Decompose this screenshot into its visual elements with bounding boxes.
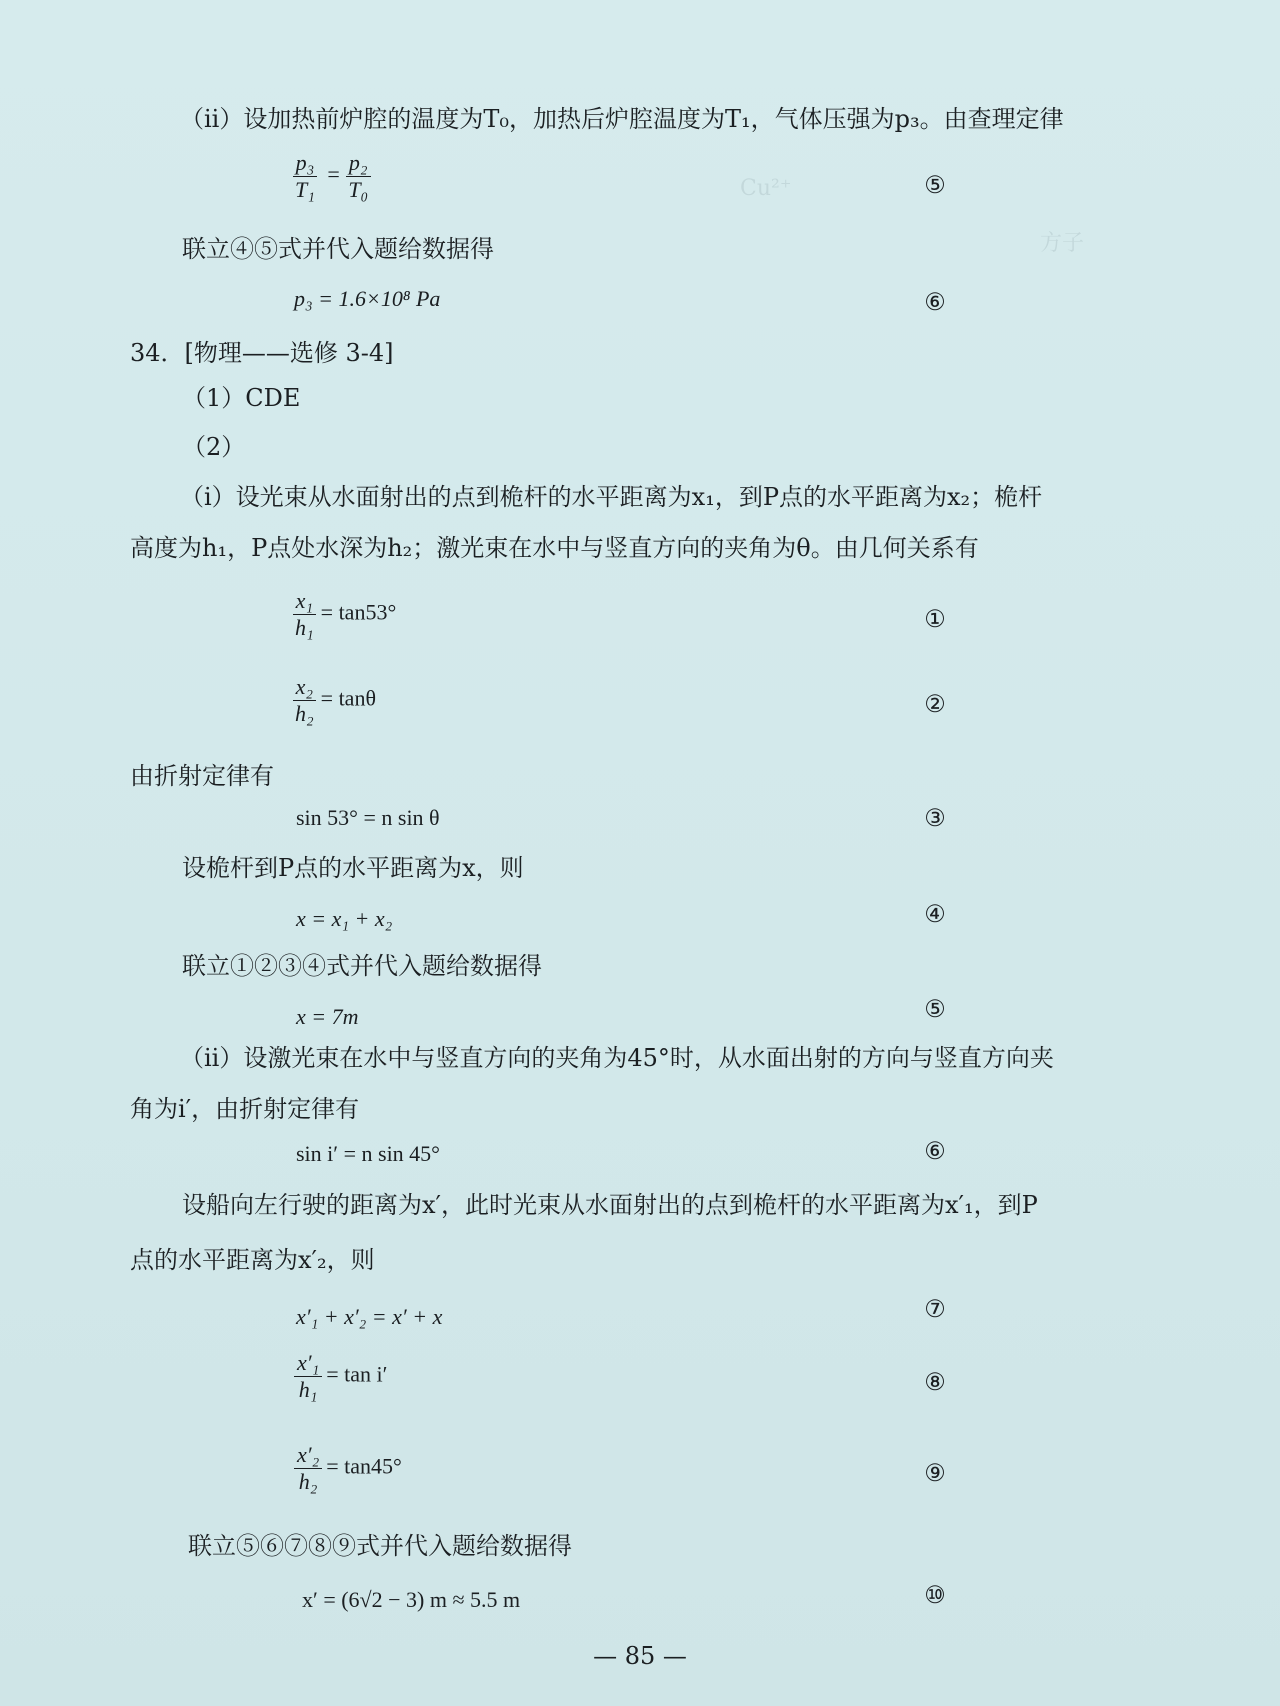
equation-label: ⑤ <box>924 171 946 199</box>
answer-34-1: （1）CDE <box>182 384 301 412</box>
equation-label: ⑥ <box>924 1137 946 1165</box>
equation-label: ② <box>924 690 946 718</box>
part-ii-intro: （ii）设加热前炉腔的温度为T₀，加热后炉腔温度为T₁，气体压强为p₃。由查理定律 <box>180 105 1064 133</box>
part-ii-line2: 角为i′，由折射定律有 <box>130 1095 360 1123</box>
equation-4: x = x₁ + x₂ <box>296 906 393 931</box>
ship-line2: 点的水平距离为x′₂，则 <box>130 1246 375 1274</box>
combine-text: 联立①②③④式并代入题给数据得 <box>182 952 542 980</box>
combine-text: 联立④⑤式并代入题给数据得 <box>182 235 494 263</box>
equation-label: ⑧ <box>924 1368 946 1396</box>
bleed-through-text: 方子 <box>1040 231 1085 256</box>
equation-8: $\frac{\text{x′₁}}{\text{h₁}}$ = tan i′ <box>294 1350 387 1403</box>
equation-label: ⑩ <box>924 1581 946 1609</box>
ship-line1: 设船向左行驶的距离为x′，此时光束从水面射出的点到桅杆的水平距离为x′₁，到P <box>182 1191 1038 1219</box>
answer-34-2: （2） <box>182 433 246 461</box>
equation-10-result: x′ = (6√2 − 3) m ≈ 5.5 m <box>302 1587 521 1612</box>
equation-2: $\frac{\text{x₂}}{\text{h₂}}$ = tanθ <box>292 674 376 727</box>
equation-label: ③ <box>924 804 946 832</box>
question-34-title: 34．[物理——选修 3-4] <box>130 339 394 367</box>
equation-label: ⑨ <box>924 1459 946 1487</box>
equation-label: ① <box>924 605 946 633</box>
equation-x-result: x = 7m <box>296 1004 359 1029</box>
set-x-text: 设桅杆到P点的水平距离为x，则 <box>182 854 524 882</box>
equation-3: sin 53° = n sin θ <box>296 805 440 830</box>
equation-9: $\frac{\text{x′₂}}{\text{h₂}}$ = tan45° <box>294 1442 402 1495</box>
equation-label: ⑦ <box>924 1295 946 1323</box>
part-i-line2: 高度为h₁，P点处水深为h₂；激光束在水中与竖直方向的夹角为θ。由几何关系有 <box>130 534 979 562</box>
part-i-line1: （i）设光束从水面射出的点到桅杆的水平距离为x₁，到P点的水平距离为x₂；桅杆 <box>180 483 1043 511</box>
equation-p3: p₃ = 1.6×10⁸ Pa <box>294 286 441 311</box>
equation-charles-law: $\frac{\text{p₃}}{\text{T₁}}$ = $\frac{\text{p₂}}{\text{T₀}}$ <box>292 150 375 203</box>
page-number: — 85 — <box>593 1642 687 1670</box>
equation-label: ⑤ <box>924 995 946 1023</box>
part-ii-line1: （ii）设激光束在水中与竖直方向的夹角为45°时，从水面出射的方向与竖直方向夹 <box>180 1044 1054 1072</box>
equation-label: ④ <box>924 900 946 928</box>
equation-6: sin i′ = n sin 45° <box>296 1141 440 1166</box>
equation-1: $\frac{\text{x₁}}{\text{h₁}}$ = tan53° <box>292 588 396 641</box>
equation-label: ⑥ <box>924 288 946 316</box>
refraction-text: 由折射定律有 <box>130 762 274 790</box>
combine-text: 联立⑤⑥⑦⑧⑨式并代入题给数据得 <box>188 1532 572 1560</box>
bleed-through-text: Cu²⁺ <box>740 176 792 201</box>
equation-7: x′₁ + x′₂ = x′ + x <box>296 1304 443 1329</box>
